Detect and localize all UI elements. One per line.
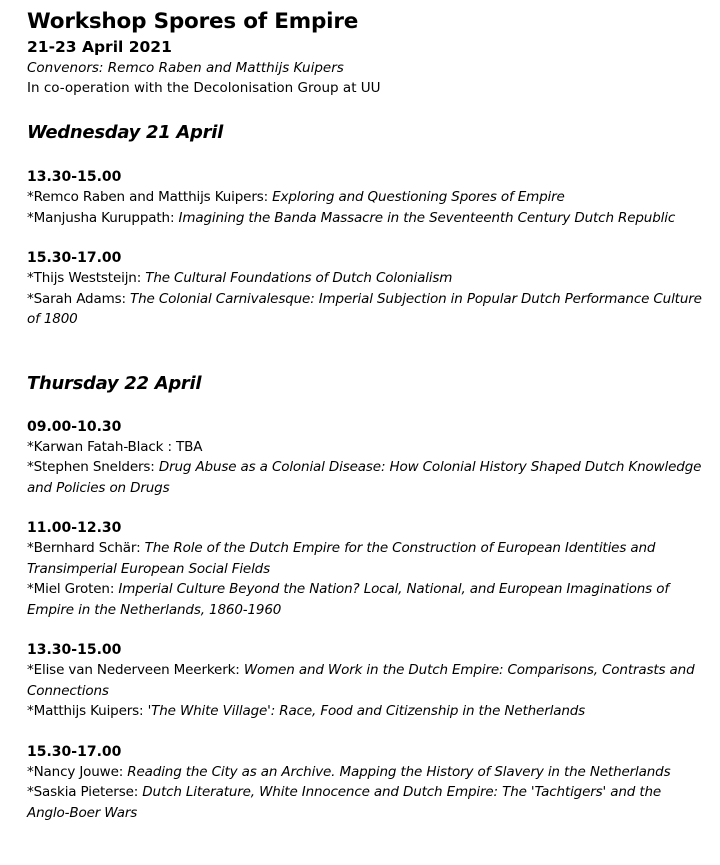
day-section-wednesday <box>27 121 706 330</box>
talk-entry <box>27 701 706 722</box>
talk-entry <box>27 289 706 330</box>
time-slot <box>27 248 706 330</box>
cooperation-line: In co-operation with the Decolonisation Group at UU <box>27 80 381 96</box>
document-header <box>27 8 706 98</box>
day-slots <box>27 417 706 824</box>
talk-title: The Colonial Carnivalesque: Imperial Subjection in Popular Dutch Performance Culture of 1800 <box>27 290 702 327</box>
talk-speaker: *Remco Raben and Matthijs Kuipers: <box>27 189 273 205</box>
talk-title: Imperial Culture Beyond the Nation? Local, National, and European Imaginations of Empire in the Netherlands, 1860-1960 <box>27 581 669 618</box>
talk-title: The Role of the Dutch Empire for the Construction of European Identities and Transimperial European Social Fields <box>27 540 656 577</box>
talk-speaker: *Manjusha Kuruppath: <box>27 209 179 226</box>
time-slot <box>27 417 706 499</box>
talk-title: Drug Abuse as a Colonial Disease: How Colonial History Shaped Dutch Knowledge and Policies on Drugs <box>27 459 702 496</box>
talk-speaker: *Sarah Adams: <box>27 290 131 307</box>
talk-entry <box>27 579 706 620</box>
talk-speaker: *Bernhard Schär: <box>27 540 145 556</box>
talk-entry <box>27 538 706 579</box>
talk-title: Exploring and Questioning Spores of Empire <box>272 189 565 205</box>
time-slot <box>27 742 706 824</box>
slot-time: 11.00-12.30 <box>27 520 122 536</box>
talk-speaker: *Nancy Jouwe: <box>27 763 128 780</box>
talk-entry <box>27 782 706 823</box>
talk-entry <box>27 187 706 208</box>
talk-speaker: *Stephen Snelders: <box>27 459 159 475</box>
talk-entry <box>27 268 706 289</box>
day-heading: Wednesday 21 April <box>27 122 223 143</box>
time-slot <box>27 518 706 620</box>
talk-speaker: *Matthijs Kuipers: <box>27 703 148 719</box>
slot-time: 15.30-17.00 <box>27 250 122 266</box>
convenors-line: Convenors: Remco Raben and Matthijs Kuipers <box>27 60 344 76</box>
time-slot <box>27 640 706 722</box>
talk-title: Dutch Literature, White Innocence and Dutch Empire: The 'Tachtigers' and the Anglo-Boer Wars <box>27 784 662 821</box>
workshop-title: Workshop Spores of Empire <box>27 9 359 34</box>
talk-entry <box>27 457 706 498</box>
talk-entry <box>27 762 706 783</box>
workshop-dates: 21-23 April 2021 <box>27 38 172 56</box>
day-heading: Thursday 22 April <box>27 372 202 394</box>
talk-speaker: *Thijs Weststeijn: <box>27 270 146 286</box>
talk-title: Women and Work in the Dutch Empire: Comparisons, Contrasts and Connections <box>27 662 695 699</box>
slot-time: 13.30-15.00 <box>27 642 122 658</box>
talk-entry <box>27 660 706 701</box>
talk-title: Imagining the Banda Massacre in the Seventeenth Century Dutch Republic <box>178 209 676 226</box>
day-section-thursday <box>27 372 706 824</box>
slot-time: 13.30-15.00 <box>27 169 122 185</box>
talk-speaker: *Elise van Nederveen Meerkerk: <box>27 662 244 678</box>
slot-time: 09.00-10.30 <box>27 418 122 435</box>
talk-speaker: *Saskia Pieterse: <box>27 784 143 800</box>
talk-title: The Cultural Foundations of Dutch Colonialism <box>145 270 453 286</box>
talk-entry <box>27 208 706 229</box>
talk-speaker: *Miel Groten: <box>27 581 119 597</box>
talk-title: 'The White Village': Race, Food and Citizenship in the Netherlands <box>147 703 586 719</box>
day-slots <box>27 167 706 330</box>
time-slot <box>27 167 706 228</box>
talk-speaker: *Karwan Fatah-Black : TBA <box>27 438 203 455</box>
talk-entry <box>27 437 706 458</box>
talk-title: Reading the City as an Archive. Mapping the History of Slavery in the Netherlands <box>127 763 671 780</box>
slot-time: 15.30-17.00 <box>27 743 122 760</box>
